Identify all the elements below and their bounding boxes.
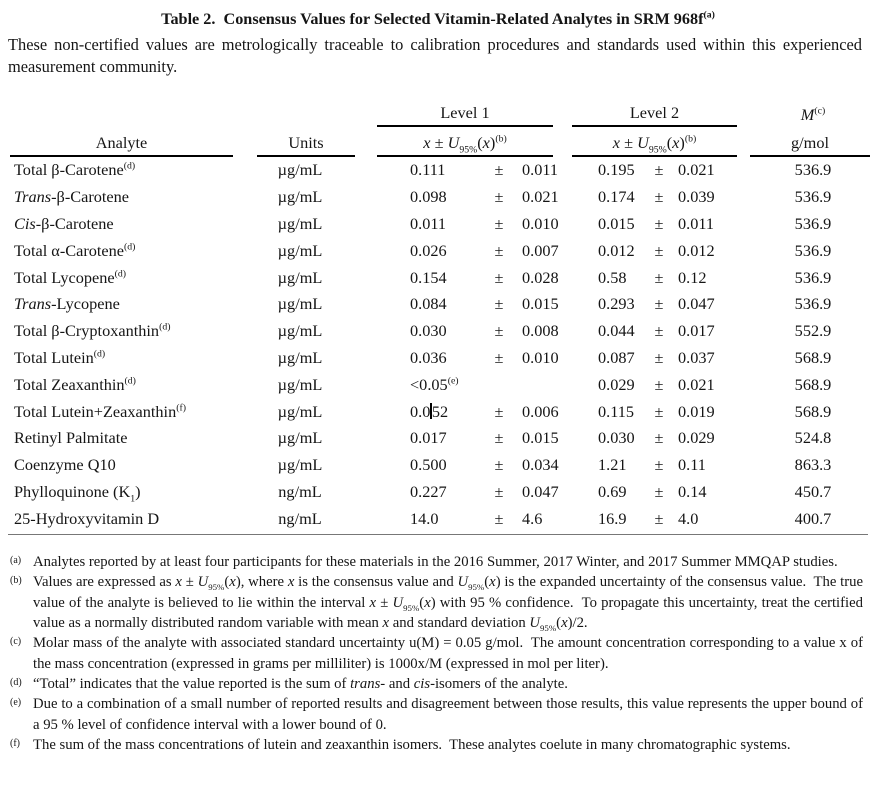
analyte-cell [0, 321, 240, 341]
level1-plus-minus: ± [494, 213, 504, 233]
molar-mass-cell: 568.9 [794, 374, 832, 394]
analyte-cell [0, 402, 240, 422]
level2-value: 0.293 [598, 294, 635, 314]
units-cell: µg/mL [277, 374, 323, 394]
footnote-text [33, 696, 863, 732]
level1-uncertainty: 0.028 [522, 267, 559, 287]
table-row [0, 479, 876, 506]
level1-value-cell [360, 455, 565, 475]
table-row [0, 211, 876, 238]
level2-value: 0.012 [598, 240, 635, 260]
level2-value: 0.58 [598, 267, 627, 287]
rich-text-segment: ( [484, 574, 490, 591]
rich-text-segment: )/2. [567, 615, 588, 632]
header-spacer-analyte [0, 125, 240, 127]
level1-value-cell [360, 509, 565, 529]
molar-mass-cell: 524.8 [794, 428, 832, 448]
level2-plus-minus: ± [654, 401, 664, 421]
molar-mass-cell: 536.9 [794, 294, 832, 314]
rich-text-segment: Phylloquinone (K [14, 481, 131, 501]
table-row [0, 237, 876, 264]
rich-text-segment: M [800, 105, 815, 124]
level2-plus-minus: ± [654, 428, 664, 448]
level1-plus-minus: ± [494, 401, 504, 421]
molar-mass-cell: 536.9 [794, 160, 832, 180]
rich-text-segment: (d) [124, 375, 136, 387]
table-row [0, 345, 876, 372]
rich-text-segment: (d) [114, 268, 126, 280]
level2-value-cell [565, 160, 750, 180]
rich-text-segment: Cis [14, 213, 36, 233]
level2-value-cell [565, 428, 750, 448]
level1-plus-minus: ± [494, 321, 504, 341]
consensus-values-table [0, 98, 876, 535]
level1-value-cell [360, 375, 565, 395]
rich-text-segment: U [392, 594, 404, 611]
footnote-marker: (f) [10, 737, 20, 749]
analyte-cell [0, 348, 240, 368]
rich-text-segment: Analytes reported by at least four participants for these materials in the 2016 Summer, 2017 Winter, and 2017 Summer MMQAP studies. [33, 554, 838, 571]
table-row [0, 505, 876, 532]
rich-text-segment: (d) [159, 321, 171, 333]
rich-text-segment: ( [477, 133, 483, 152]
level1-value-cell [360, 268, 565, 288]
level2-value-expression [572, 133, 737, 157]
level1-uncertainty: 0.015 [522, 428, 559, 448]
footnote-marker: (d) [10, 676, 22, 688]
level1-value-cell [360, 348, 565, 368]
rich-text-segment: (f) [176, 402, 186, 414]
level2-value: 0.029 [598, 374, 635, 394]
rich-text-segment: x [672, 133, 680, 152]
table-row [0, 184, 876, 211]
rich-text-segment: Trans [14, 187, 52, 207]
level2-uncertainty: 0.029 [678, 428, 715, 448]
footnote-text [33, 574, 863, 631]
rich-text-segment: x [175, 574, 182, 591]
level2-value: 0.015 [598, 213, 635, 233]
rich-text-segment: (d) [123, 160, 136, 172]
rich-text-segment: 52 [431, 401, 449, 421]
rich-text-segment: Total β-Cryptoxanthin [14, 321, 160, 341]
rich-text-segment: U [529, 615, 540, 632]
level2-value: 0.115 [598, 401, 635, 421]
level2-uncertainty: 0.019 [678, 401, 715, 421]
rich-text-segment: cis [413, 675, 431, 692]
analyte-cell [0, 455, 240, 475]
rich-text-segment: x [382, 615, 390, 632]
rich-text-segment: ( [556, 615, 562, 632]
level2-plus-minus: ± [654, 187, 664, 207]
footnote-marker: (e) [10, 697, 22, 709]
rich-text-segment: -Lycopene [51, 294, 120, 314]
rich-text-segment: ) [135, 481, 141, 501]
rich-text-segment: Due to a combination of a small number of reported results and disagreement between those results, this value represents the upper bound of a 95 % level of confidence interval with a lower bound of 0. [33, 696, 863, 733]
level1-plus-minus: ± [494, 428, 504, 448]
level2-uncertainty: 0.021 [678, 374, 715, 394]
level1-plus-minus: ± [494, 347, 504, 367]
molar-mass-cell: 400.7 [794, 508, 832, 528]
molar-mass-cell: 863.3 [794, 455, 832, 475]
table-title [0, 0, 876, 29]
level1-uncertainty: 0.007 [522, 240, 559, 260]
level2-value: 0.087 [598, 347, 635, 367]
level2-value: 0.69 [598, 481, 627, 501]
table-row [0, 425, 876, 452]
level1-value: 0.084 [410, 294, 447, 314]
molar-mass-cell: 536.9 [794, 213, 832, 233]
rich-text-segment: -β-Carotene [35, 213, 114, 233]
molar-mass-cell: 536.9 [794, 187, 832, 207]
molar-mass-column-header [750, 105, 876, 127]
footnote [5, 552, 863, 572]
rich-text-segment: ± [430, 133, 448, 152]
rich-text-segment: 95% [459, 144, 478, 156]
rich-text-segment: ( [224, 574, 230, 591]
footnote-marker: (c) [10, 636, 22, 648]
level2-value-cell [565, 294, 750, 314]
level2-value-cell [565, 348, 750, 368]
table-row [0, 157, 876, 184]
level1-value-cell [360, 482, 565, 502]
table-bottom-rule [8, 534, 868, 535]
units-cell: µg/mL [277, 347, 323, 367]
rich-text-segment: 1 [130, 493, 136, 505]
level1-value: 0.227 [410, 481, 447, 501]
molar-mass-cell: 568.9 [794, 347, 832, 367]
rich-text-segment: ( [419, 594, 425, 611]
rich-text-segment: trans [350, 675, 381, 692]
level2-plus-minus: ± [654, 267, 664, 287]
level2-plus-minus: ± [654, 160, 664, 180]
rich-text-segment: x [489, 574, 496, 591]
analyte-cell [0, 268, 240, 288]
rich-text-segment: ), where [235, 574, 288, 591]
rich-text-segment: Total Zeaxanthin [14, 374, 125, 394]
level2-uncertainty: 4.0 [678, 508, 699, 528]
rich-text-segment: “Total” indicates that the value reported is the sum of [33, 675, 351, 692]
level2-value-cell [565, 321, 750, 341]
table-row [0, 291, 876, 318]
level2-value-cell [565, 214, 750, 234]
rich-text-segment: ) [489, 133, 496, 152]
rich-text-segment: 95% [468, 582, 485, 593]
level2-uncertainty: 0.011 [678, 213, 715, 233]
units-cell: µg/mL [277, 213, 323, 233]
level2-value-cell [565, 402, 750, 422]
level1-value: 0.036 [410, 347, 447, 367]
rich-text-segment: (d) [93, 348, 106, 360]
rich-text-segment: 95% [208, 582, 225, 593]
molar-mass-cell: 568.9 [794, 401, 832, 421]
table-row [0, 318, 876, 345]
level1-plus-minus: ± [494, 455, 504, 475]
units-cell: µg/mL [277, 160, 323, 180]
rich-text-segment: x [229, 574, 236, 591]
level2-value-cell [565, 187, 750, 207]
level2-value: 0.174 [598, 187, 635, 207]
level1-value [410, 375, 486, 395]
rich-text-segment: - and [380, 675, 414, 692]
footnote [5, 735, 863, 755]
level2-plus-minus: ± [654, 347, 664, 367]
rich-text-segment: and standard deviation [389, 615, 530, 632]
level2-value-cell [565, 375, 750, 395]
level1-value-cell [360, 187, 565, 207]
level1-value: 0.154 [410, 267, 447, 287]
level2-uncertainty: 0.039 [678, 187, 715, 207]
analyte-column-header: Analyte [10, 133, 233, 157]
analyte-cell [0, 375, 240, 395]
rich-text-segment: Total Lutein [14, 347, 94, 367]
units-cell: µg/mL [277, 294, 323, 314]
footnote [5, 633, 863, 674]
level1-uncertainty: 0.008 [522, 321, 559, 341]
table-row [0, 371, 876, 398]
rich-text-segment: ) with 95 % confidence. To propagate this uncertainty, treat the certified value as a normally distributed random variable with mean [33, 594, 863, 632]
rich-text-segment: U [457, 574, 469, 591]
level1-uncertainty: 0.006 [522, 401, 559, 421]
units-cell: µg/mL [277, 321, 323, 341]
rich-text-segment: 95% [648, 144, 667, 156]
rich-text-segment: The sum of the mass concentrations of lutein and zeaxanthin isomers. These analytes coelute in many chromatographic systems. [33, 736, 791, 753]
level1-value-cell [360, 321, 565, 341]
footnote [5, 694, 863, 735]
level2-uncertainty: 0.14 [678, 481, 707, 501]
level1-plus-minus: ± [494, 267, 504, 287]
footnotes-section [5, 552, 863, 755]
level2-column-header: Level 2 [572, 103, 737, 127]
rich-text-segment: ) [679, 133, 685, 152]
table-title-text: Table 2. Consensus Values for Selected Vitamin-Related Analytes in SRM 968f [161, 10, 704, 28]
molar-mass-units-header: g/mol [750, 133, 870, 157]
units-cell: µg/mL [277, 428, 323, 448]
table-body [0, 157, 876, 532]
footnote-text [33, 676, 568, 692]
molar-mass-cell: 450.7 [794, 481, 832, 501]
level1-uncertainty: 0.010 [522, 347, 559, 367]
table-row [0, 264, 876, 291]
level1-value-expression [377, 133, 553, 157]
rich-text-segment: ( [666, 133, 673, 152]
rich-text-segment: x [287, 574, 295, 591]
level2-value-cell [565, 455, 750, 475]
level1-plus-minus: ± [494, 160, 504, 180]
level2-plus-minus: ± [654, 508, 664, 528]
rich-text-segment: Retinyl Palmitate [14, 428, 128, 448]
rich-text-segment: is the consensus value and [294, 574, 458, 591]
level1-value [410, 402, 486, 422]
level1-plus-minus: ± [494, 240, 504, 260]
rich-text-segment: Total Lycopene [14, 267, 115, 287]
rich-text-segment: (d) [124, 241, 136, 253]
rich-text-segment: Trans [14, 294, 52, 314]
level1-value-cell [360, 402, 565, 422]
rich-text-segment: x [423, 133, 431, 152]
analyte-cell [0, 241, 240, 261]
rich-text-segment: -β-Carotene [51, 187, 130, 207]
footnote-text [33, 737, 791, 753]
header-spacer-units [240, 125, 360, 127]
rich-text-segment: (b) [495, 133, 507, 145]
level1-plus-minus: ± [494, 294, 504, 314]
level1-value-cell [360, 294, 565, 314]
level2-value: 0.195 [598, 160, 635, 180]
rich-text-segment: Total β-Carotene [14, 160, 124, 180]
rich-text-segment: ) is the expanded uncertainty of the consensus value. The true value of the analyte is believed to lie within the interval [33, 574, 864, 611]
analyte-cell [0, 481, 240, 505]
level1-uncertainty: 0.010 [522, 213, 559, 233]
rich-text-segment: ± [620, 133, 638, 152]
level2-uncertainty: 0.021 [678, 160, 715, 180]
rich-text-segment: <0.05 [410, 374, 448, 394]
footnote-text [33, 554, 838, 570]
molar-mass-cell: 536.9 [794, 267, 832, 287]
level2-plus-minus: ± [654, 294, 664, 314]
level2-value: 0.044 [598, 321, 635, 341]
level2-value: 16.9 [598, 508, 627, 528]
footnote [5, 674, 863, 694]
rich-text-segment: 25-Hydroxyvitamin D [14, 508, 160, 528]
molar-mass-cell: 536.9 [794, 240, 832, 260]
level1-uncertainty: 0.047 [522, 481, 559, 501]
rich-text-segment: U [197, 574, 209, 591]
level2-uncertainty: 0.047 [678, 294, 715, 314]
level1-value: 0.026 [410, 240, 447, 260]
level2-value-cell [565, 509, 750, 529]
units-cell: ng/mL [278, 508, 322, 528]
level2-value-cell [565, 268, 750, 288]
level1-value: 0.111 [410, 160, 446, 180]
units-cell: µg/mL [277, 455, 323, 475]
level2-uncertainty: 0.11 [678, 455, 706, 475]
level1-column-header: Level 1 [377, 103, 553, 127]
level2-plus-minus: ± [654, 213, 664, 233]
level2-uncertainty: 0.017 [678, 321, 715, 341]
rich-text-segment: (c) [814, 105, 826, 117]
table-header-row-levels [0, 98, 876, 127]
rich-text-segment: U [447, 133, 460, 152]
level2-uncertainty: 0.12 [678, 267, 707, 287]
rich-text-segment: 95% [540, 622, 557, 633]
footnote-marker: (a) [10, 555, 22, 567]
level1-uncertainty: 0.015 [522, 294, 559, 314]
rich-text-segment: 95% [403, 602, 420, 613]
level1-value: 0.017 [410, 428, 447, 448]
rich-text-segment: x [612, 133, 620, 152]
analyte-cell [0, 214, 240, 234]
rich-text-segment: Total α-Carotene [14, 240, 125, 260]
level2-plus-minus: ± [654, 240, 664, 260]
level2-uncertainty: 0.037 [678, 347, 715, 367]
units-cell: µg/mL [277, 267, 323, 287]
level1-plus-minus: ± [494, 508, 504, 528]
level1-value: 0.098 [410, 187, 447, 207]
level2-uncertainty: 0.012 [678, 240, 715, 260]
level1-uncertainty: 4.6 [522, 508, 543, 528]
level2-plus-minus: ± [654, 455, 664, 475]
footnote-text [33, 635, 863, 671]
rich-text-segment: U [637, 133, 649, 152]
rich-text-segment: Molar mass of the analyte with associated standard uncertainty u(M) = 0.05 g/mol. The amount concentration corresponding to a value x of the mass concentration (expressed in grams per milliliter) is 1000x/M (expressed in mol per liter). [33, 635, 863, 672]
molar-mass-cell: 552.9 [794, 321, 832, 341]
level2-plus-minus: ± [654, 481, 664, 501]
table-row [0, 452, 876, 479]
level2-value-cell [565, 241, 750, 261]
rich-text-segment: x [369, 594, 377, 611]
level2-value-cell [565, 482, 750, 502]
rich-text-segment: Coenzyme Q10 [14, 455, 116, 475]
analyte-cell [0, 428, 240, 448]
level1-plus-minus: ± [494, 481, 504, 501]
level2-value: 0.030 [598, 428, 635, 448]
table-header-row-labels [0, 127, 876, 157]
analyte-cell [0, 160, 240, 180]
level1-value: 0.500 [410, 455, 447, 475]
level1-value-cell [360, 214, 565, 234]
rich-text-segment: Values are expressed as [33, 574, 176, 591]
intro-paragraph: These non-certified values are metrologically traceable to calibration procedures and standards used within this experienced measurement community. [8, 35, 862, 76]
level1-plus-minus: ± [494, 187, 504, 207]
level1-value: 0.011 [410, 213, 447, 233]
title-footnote-marker: (a) [703, 9, 715, 21]
level1-value: 0.030 [410, 321, 447, 341]
rich-text-segment: ± [376, 594, 393, 611]
analyte-cell [0, 509, 240, 529]
table-row [0, 398, 876, 425]
rich-text-segment: (b) [684, 133, 697, 145]
level1-uncertainty: 0.021 [522, 187, 559, 207]
units-cell: µg/mL [277, 240, 323, 260]
rich-text-segment: (e) [447, 375, 459, 387]
level1-value-cell [360, 160, 565, 180]
analyte-cell [0, 294, 240, 314]
footnote [5, 572, 863, 633]
footnote-marker: (b) [10, 575, 22, 587]
level1-uncertainty: 0.034 [522, 455, 559, 475]
units-cell: µg/mL [277, 401, 323, 421]
level2-plus-minus: ± [654, 321, 664, 341]
analyte-cell [0, 187, 240, 207]
rich-text-segment: ± [181, 574, 198, 591]
level1-uncertainty: 0.011 [522, 160, 559, 180]
level1-value-cell [360, 241, 565, 261]
level2-plus-minus: ± [654, 374, 664, 394]
level1-value-cell [360, 428, 565, 448]
rich-text-segment: x [424, 594, 431, 611]
rich-text-segment: x [482, 133, 490, 152]
units-column-header: Units [257, 133, 355, 157]
level2-value: 1.21 [598, 455, 627, 475]
rich-text-segment: x [561, 615, 568, 632]
units-cell: µg/mL [277, 187, 323, 207]
rich-text-segment: 0.0 [410, 401, 431, 421]
units-cell: ng/mL [278, 481, 322, 501]
level1-value: 14.0 [410, 508, 439, 528]
rich-text-segment: -isomers of the analyte. [430, 675, 568, 692]
rich-text-segment: Total Lutein+Zeaxanthin [14, 401, 177, 421]
